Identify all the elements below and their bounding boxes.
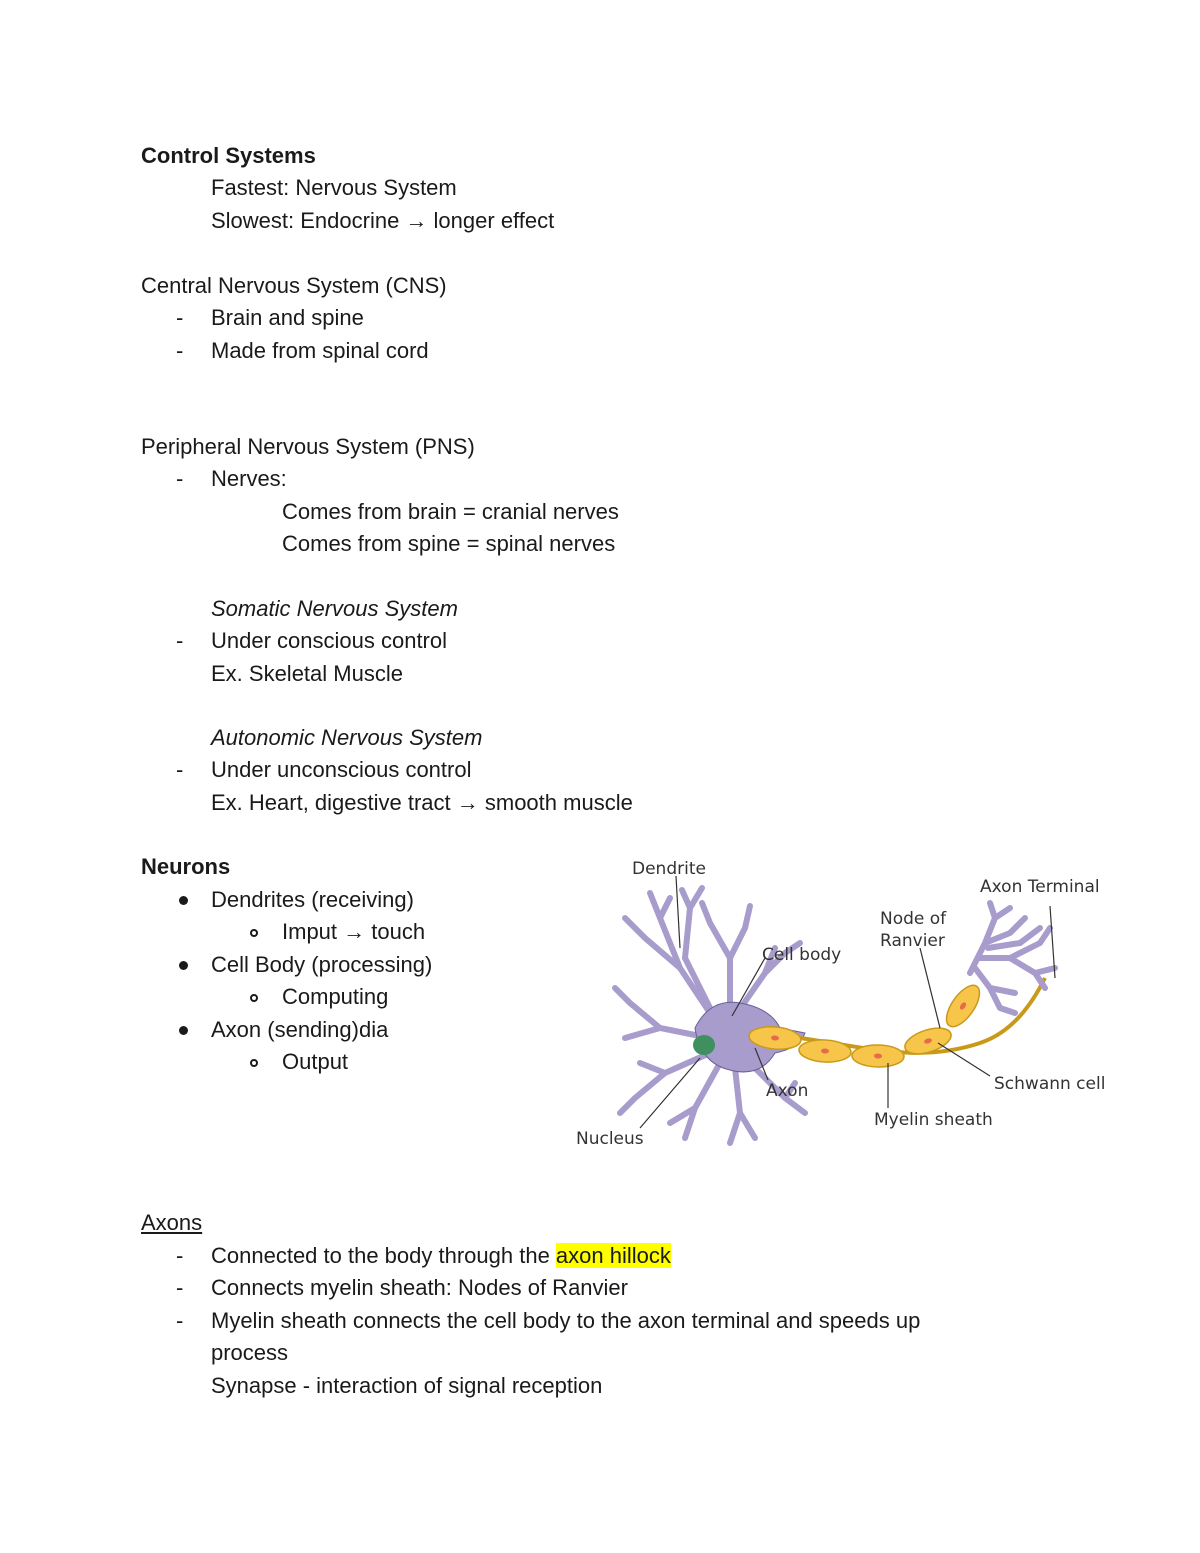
nucleus-shape xyxy=(693,1035,715,1055)
neuron-diagram xyxy=(570,848,1130,1158)
axon-item-myelin-cont: process xyxy=(211,1340,289,1365)
cns-heading: Central Nervous System (CNS) xyxy=(141,273,447,298)
label-node-of: Node of xyxy=(880,909,947,929)
neuron-item: Dendrites (receiving) xyxy=(211,887,414,912)
axon-terminal-branches xyxy=(970,903,1055,1013)
spinal-line: Comes from spine = spinal nerves xyxy=(282,531,616,556)
bullet-marker xyxy=(179,896,188,905)
dash-marker: - xyxy=(176,757,184,782)
dash-marker: - xyxy=(176,305,184,330)
dash-marker: - xyxy=(176,628,184,653)
somatic-item: Under conscious control xyxy=(211,628,448,653)
autonomic-title: Autonomic Nervous System xyxy=(211,725,483,750)
neuron-item: Axon (sending)dia xyxy=(211,1017,389,1042)
label-nucleus: Nucleus xyxy=(576,1129,644,1149)
bullet-marker xyxy=(179,961,188,970)
node-leader xyxy=(920,948,940,1028)
label-schwann-cell: Schwann cell xyxy=(994,1074,1106,1094)
neuron-subitem: Output xyxy=(282,1049,349,1074)
cranial-line: Comes from brain = cranial nerves xyxy=(282,499,619,524)
highlighted-term: axon hillock xyxy=(555,1243,671,1268)
neuron-item: Cell Body (processing) xyxy=(211,952,433,977)
somatic-title: Somatic Nervous System xyxy=(211,596,458,621)
myelin-segments xyxy=(748,980,986,1067)
dash-marker: - xyxy=(176,1243,184,1268)
label-axon: Axon xyxy=(766,1081,809,1101)
sub-bullet-marker xyxy=(250,994,258,1002)
bullet-marker xyxy=(179,1026,188,1035)
dash-marker: - xyxy=(176,338,184,363)
dash-marker: - xyxy=(176,1275,184,1300)
synapse-line: Synapse - interaction of signal reception xyxy=(211,1373,603,1398)
pns-heading: Peripheral Nervous System (PNS) xyxy=(141,434,475,459)
axon-item-text: Connected to the body through the xyxy=(211,1243,556,1268)
control-systems-heading: Control Systems xyxy=(141,143,316,168)
dendrite-leader xyxy=(676,876,680,948)
axon-item-hillock xyxy=(211,1242,671,1270)
nerves-label: Nerves: xyxy=(211,466,287,491)
somatic-example: Ex. Skeletal Muscle xyxy=(211,661,403,686)
neuron-subitem: Computing xyxy=(282,984,389,1009)
slowest-line: Slowest: Endocrine → longer effect xyxy=(211,208,555,233)
autonomic-example: Ex. Heart, digestive tract → smooth muscle xyxy=(211,790,633,815)
axon-item-nodes: Connects myelin sheath: Nodes of Ranvier xyxy=(211,1275,628,1300)
neuron-drawing xyxy=(615,888,1055,1143)
sub-bullet-marker xyxy=(250,1059,258,1067)
label-dendrite: Dendrite xyxy=(632,859,706,879)
neuron-subitem: Imput → touch xyxy=(282,919,426,944)
autonomic-item: Under unconscious control xyxy=(211,757,472,782)
dash-marker: - xyxy=(176,466,184,491)
sub-bullet-marker xyxy=(250,929,258,937)
cns-item: Brain and spine xyxy=(211,305,364,330)
label-cell-body: Cell body xyxy=(762,945,842,965)
label-myelin-sheath: Myelin sheath xyxy=(874,1110,993,1130)
cns-item: Made from spinal cord xyxy=(211,338,429,363)
axons-heading: Axons xyxy=(141,1210,203,1235)
label-ranvier: Ranvier xyxy=(880,931,945,951)
axon-item-myelin: Myelin sheath connects the cell body to the axon terminal and speeds up xyxy=(211,1308,921,1333)
neurons-heading: Neurons xyxy=(141,854,231,879)
dash-marker: - xyxy=(176,1308,184,1333)
fastest-line: Fastest: Nervous System xyxy=(211,175,457,200)
label-axon-terminal: Axon Terminal xyxy=(980,877,1100,897)
